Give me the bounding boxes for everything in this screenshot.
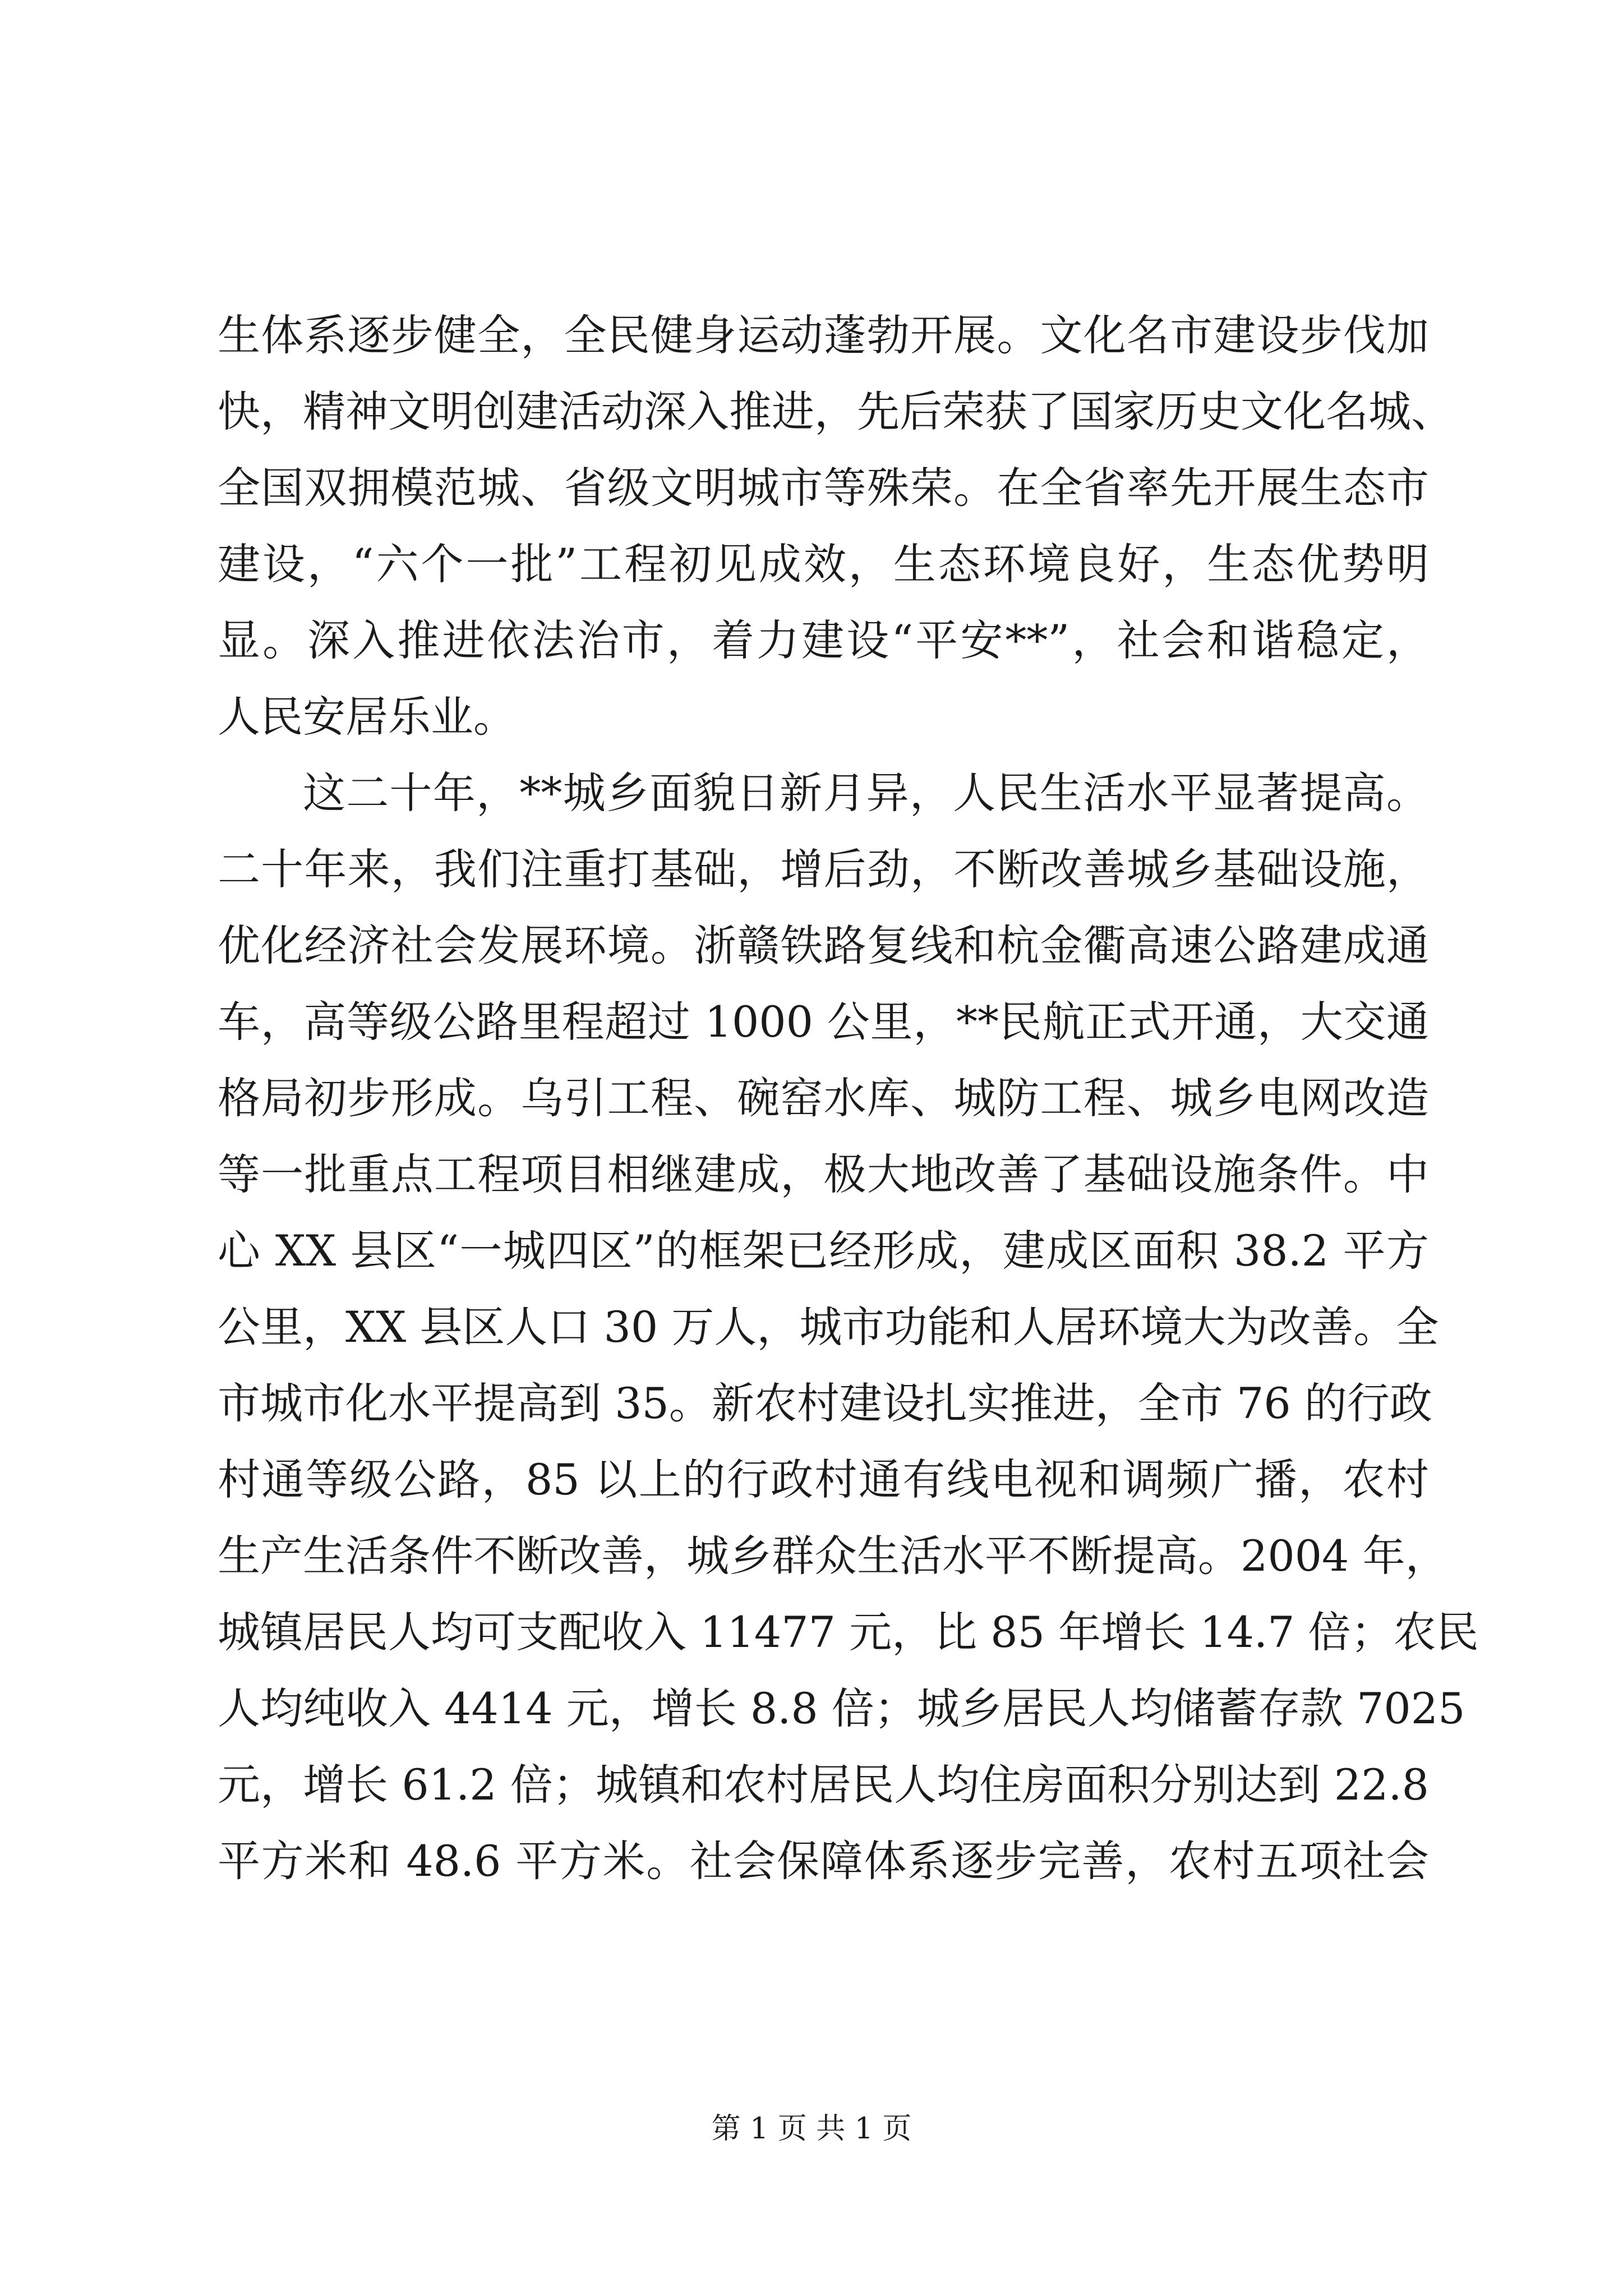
- text-line: 元，增长 61.2 倍；城镇和农村居民人均住房面积分别达到 22.8: [218, 1760, 1429, 1810]
- document-body: [218, 297, 1479, 1899]
- text-line: 城镇居民人均可支配收入 11477 元，比 85 年增长 14.7 倍；农民: [218, 1607, 1479, 1657]
- text-line: 车，高等级公路里程超过 1000 公里，**民航正式开通，大交通: [218, 997, 1429, 1047]
- text-line: 全国双拥模范城、省级文明城市等殊荣。在全省率先开展生态市: [218, 463, 1429, 513]
- text-line: 公里，XX 县区人口 30 万人，城市功能和人居环境大为改善。全: [218, 1302, 1439, 1352]
- text-line: 生体系逐步健全，全民健身运动蓬勃开展。文化名市建设步伐加: [218, 310, 1429, 360]
- text-line: 等一批重点工程项目相继建成，极大地改善了基础设施条件。中: [218, 1149, 1429, 1199]
- text-line: 显。深入推进依法治市，着力建设“平安**”，社会和谐稳定，: [218, 615, 1429, 665]
- text-line: 市城市化水平提高到 35。新农村建设扎实推进，全市 76 的行政: [218, 1378, 1432, 1428]
- paragraph-2: [218, 755, 1479, 1899]
- text-line: 人民安居乐业。: [218, 692, 516, 742]
- text-line: 生产生活条件不断改善，城乡群众生活水平不断提高。2004 年，: [218, 1531, 1448, 1581]
- page-number-label: 第 1 页 共 1 页: [711, 2112, 912, 2146]
- text-line: 这二十年，**城乡面貌日新月异，人民生活水平显著提高。: [303, 768, 1429, 818]
- text-line: 优化经济社会发展环境。浙赣铁路复线和杭金衢高速公路建成通: [218, 921, 1429, 970]
- text-line: 二十年来，我们注重打基础，增后劲，不断改善城乡基础设施，: [218, 844, 1429, 894]
- text-line: 村通等级公路，85 以上的行政村通有线电视和调频广播，农村: [218, 1455, 1429, 1504]
- text-line: 格局初步形成。乌引工程、碗窑水库、城防工程、城乡电网改造: [218, 1073, 1429, 1123]
- text-line: 建设，“六个一批”工程初见成效，生态环境良好，生态优势明: [218, 539, 1429, 589]
- text-line: 心 XX 县区“一城四区”的框架已经形成，建成区面积 38.2 平方: [218, 1226, 1429, 1276]
- text-line: 快，精神文明创建活动深入推进，先后荣获了国家历史文化名城、: [218, 386, 1454, 436]
- paragraph-1: [218, 297, 1454, 755]
- text-line: 平方米和 48.6 平方米。社会保障体系逐步完善，农村五项社会: [218, 1836, 1429, 1886]
- text-line: 人均纯收入 4414 元，增长 8.8 倍；城乡居民人均储蓄存款 7025: [218, 1683, 1465, 1733]
- page-footer: [0, 2109, 1623, 2148]
